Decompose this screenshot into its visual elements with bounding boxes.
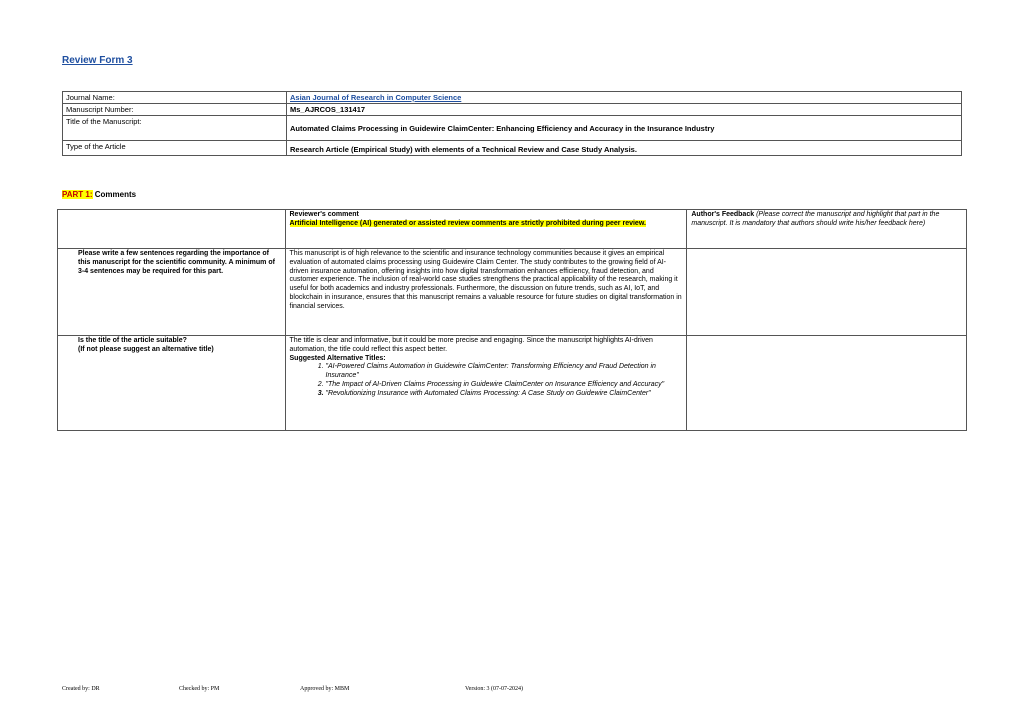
comment-row-importance [58, 249, 967, 336]
footer-approved: Approved by: MBM [300, 686, 350, 692]
comments-header-row [58, 210, 967, 249]
manuscript-info-table [62, 91, 962, 156]
reviewer-comment-importance: This manuscript is of high relevance to the scientific and insurance technology communities because it gives an empirical evaluation of automated claims processing using Guidewire Claim Center. The study contributes to the growing field of AI-driven insurance automation, offering insights into how digital transformation enhances efficiency, fraud detection, and customer experience. The inclusion of real-world case studies strengthens the practical applicability of the research, making it useful for both academics and industry professionals. Furthermore, the discussion on future trends, such as AI, IoT, and blockchain in insurance, ensures that this manuscript remains a valuable resource for future studies on digital transformation in financial services. [285, 249, 687, 336]
part-heading [62, 190, 136, 199]
part-title: Comments [94, 190, 137, 199]
manuscript-title-row [63, 116, 962, 141]
question-title [58, 336, 286, 431]
empty-header-cell [58, 210, 286, 249]
manuscript-number-label: Manuscript Number: [63, 104, 287, 116]
question-title-line2: (If not please suggest an alternative title) [78, 345, 214, 353]
reviewer-comment-heading: Reviewer's comment [289, 211, 359, 218]
footer-checked: Checked by: PM [179, 686, 220, 692]
journal-row [63, 92, 962, 104]
manuscript-number-value: Ms_AJRCOS_131417 [287, 104, 962, 116]
journal-link[interactable]: Asian Journal of Research in Computer Science [290, 93, 462, 102]
alt-titles-list [290, 363, 683, 398]
question-title-line1: Is the title of the article suitable? [78, 337, 187, 344]
article-type-value: Research Article (Empirical Study) with elements of a Technical Review and Case Study Analysis. [287, 141, 962, 156]
ai-warning: Artificial Intelligence (AI) generated or assisted review comments are strictly prohibited during peer review. [289, 219, 646, 227]
part-label: PART 1: [62, 190, 93, 199]
alt-title-item: 1. "AI-Powered Claims Automation in Guidewire ClaimCenter: Transforming Efficiency and Fraud Detection in Insurance" [326, 363, 683, 381]
journal-label: Journal Name: [63, 92, 287, 104]
reviewer-header-cell [285, 210, 687, 249]
manuscript-number-row [63, 104, 962, 116]
author-feedback-title[interactable] [687, 336, 967, 431]
article-type-label: Type of the Article [63, 141, 287, 156]
alt-title-item: 2. "The Impact of AI-Driven Claims Processing in Guidewire ClaimCenter on Insurance Efficiency and Accuracy" [326, 381, 683, 390]
manuscript-title-label: Title of the Manuscript: [63, 116, 287, 141]
title-comment-text: The title is clear and informative, but it could be more precise and engaging. Since the manuscript highlights AI-driven automation, the title could reflect this aspect better. [289, 337, 653, 353]
comments-table [57, 209, 967, 431]
alt-titles-heading: Suggested Alternative Titles: [289, 354, 386, 362]
alt-title-item: 3. "Revolutionizing Insurance with Automated Claims Processing: A Case Study on Guidewire ClaimCenter" [326, 390, 683, 399]
author-feedback-note: (Please correct the manuscript and highlight that part in the manuscript. It is mandatory that authors should write his/her feedback here) [691, 211, 940, 227]
author-feedback-importance[interactable] [687, 249, 967, 336]
reviewer-comment-title [285, 336, 687, 431]
manuscript-title-value: Automated Claims Processing in Guidewire ClaimCenter: Enhancing Efficiency and Accuracy in the Insurance Industry [287, 116, 962, 141]
author-feedback-header-cell [687, 210, 967, 249]
form-title: Review Form 3 [62, 55, 133, 66]
article-type-row [63, 141, 962, 156]
footer-created: Created by: DR [62, 686, 100, 692]
comment-row-title [58, 336, 967, 431]
question-importance: Please write a few sentences regarding the importance of this manuscript for the scientific community. A minimum of 3-4 sentences may be required for this part. [58, 249, 286, 336]
author-feedback-heading: Author's Feedback [691, 211, 755, 218]
footer-version: Version: 3 (07-07-2024) [465, 686, 523, 692]
